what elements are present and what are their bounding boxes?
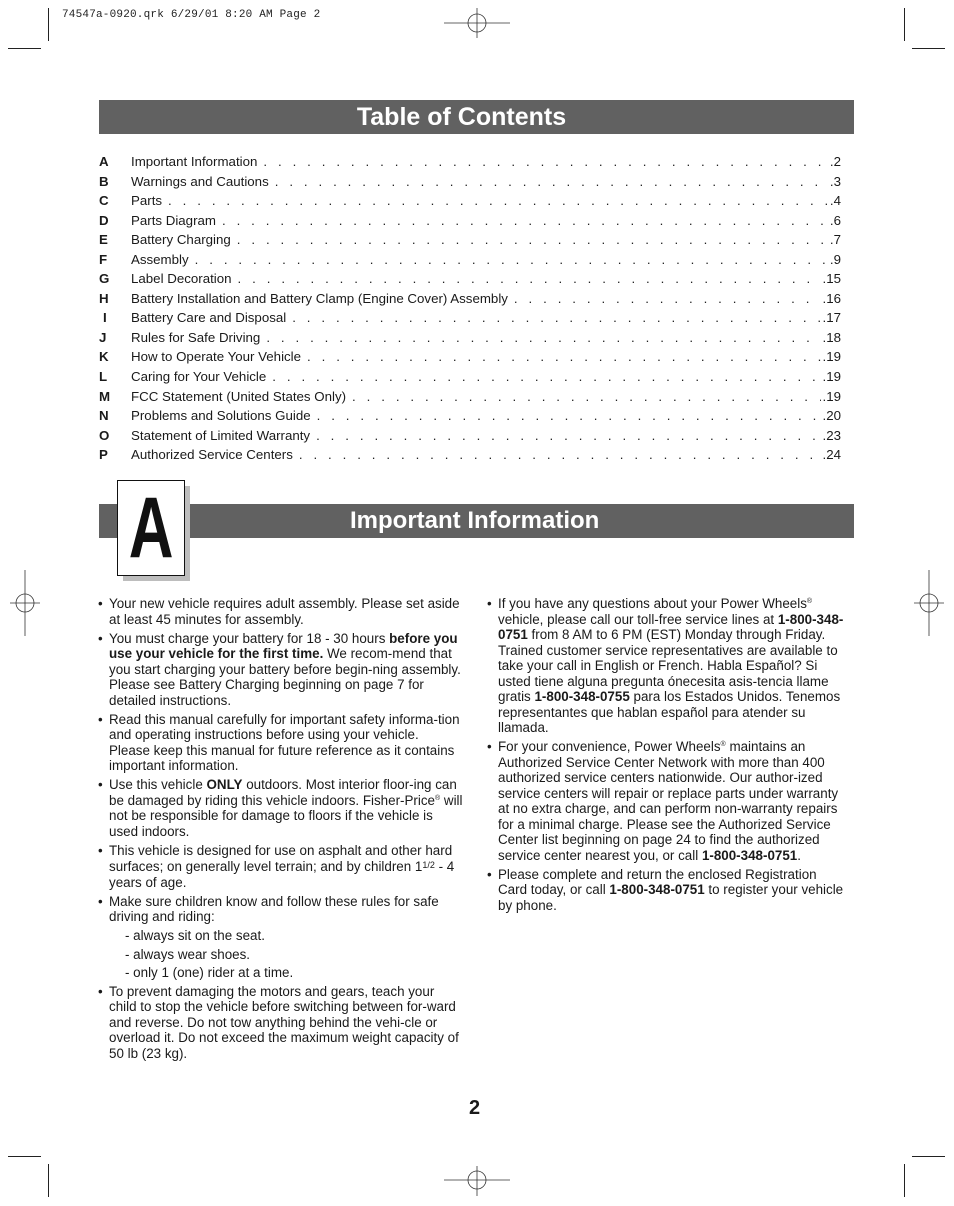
toc-letter: E: [99, 232, 108, 248]
toc-letter: F: [99, 251, 108, 267]
toc-entry-title: Statement of Limited Warranty: [131, 427, 311, 443]
toc-entry-title: Important Information: [131, 154, 258, 169]
crop-mark: [8, 1156, 41, 1157]
bullet-text: Use this vehicle: [109, 777, 207, 792]
toc-entry[interactable]: [99, 213, 841, 233]
toc-letter: G: [99, 271, 110, 287]
toc-page-number: .19: [822, 369, 841, 385]
toc-entry[interactable]: [99, 330, 841, 350]
crop-mark: [8, 48, 41, 49]
toc-letter: A: [99, 154, 109, 169]
toc-letter: C: [99, 193, 109, 209]
info-bullet: [98, 843, 463, 891]
toc-letter: K: [99, 349, 109, 365]
toc-entry[interactable]: [99, 389, 841, 409]
toc-entry[interactable]: [99, 193, 841, 213]
toc-entry-title: Warnings and Cautions: [131, 173, 269, 189]
toc-entry[interactable]: [99, 232, 841, 252]
toc-entry-title: Battery Care and Disposal: [131, 310, 287, 326]
bullet-text: will not be responsible for damage to floors if the vehicle is used indoors.: [109, 792, 463, 839]
toc-page-number: .9: [829, 251, 841, 267]
crop-mark: [912, 48, 945, 49]
bullet-text: This vehicle is designed for use on asphalt and other hard surfaces; on generally level terrain; and by children 1: [109, 842, 453, 874]
toc-entry-title: Problems and Solutions Guide: [131, 408, 311, 424]
bullet-text: For your convenience, Power Wheels: [498, 739, 721, 754]
registered-mark: ®: [806, 598, 813, 605]
phone-number[interactable]: 1-800-348-0755: [534, 689, 630, 704]
toc-leader-dots: [195, 252, 828, 267]
section-letter-box: [117, 480, 185, 576]
phone-number[interactable]: 1-800-348-0751: [701, 847, 798, 863]
toc-page-number: .16: [822, 290, 841, 306]
toc-letter: H: [99, 290, 109, 306]
toc-page-number: .23: [822, 427, 841, 443]
toc-entry[interactable]: [99, 291, 841, 311]
toc-list: [99, 154, 841, 467]
toc-leader-dots: [168, 193, 828, 208]
toc-letter: P: [99, 447, 108, 463]
registration-mark-right: [914, 570, 944, 636]
toc-entry-title: Parts Diagram: [131, 212, 216, 228]
toc-entry-title: Label Decoration: [131, 271, 232, 287]
info-bullet: [98, 777, 463, 839]
toc-letter: I: [103, 310, 107, 326]
toc-letter: O: [99, 427, 110, 443]
toc-leader-dots: [272, 369, 820, 384]
phone-number[interactable]: 1-800-348-0751: [609, 882, 705, 897]
toc-entry-title: Battery Installation and Battery Clamp (Engine Cover) Assembly: [131, 290, 508, 306]
section-header: [99, 504, 854, 538]
crop-mark: [904, 8, 905, 41]
toc-letter: M: [99, 388, 111, 404]
info-bullet: [98, 984, 463, 1062]
toc-leader-dots: [292, 310, 820, 325]
registered-mark: ®: [435, 794, 441, 802]
toc-page-number: .19: [822, 388, 841, 404]
toc-entry[interactable]: [99, 447, 841, 467]
toc-title: Table of Contents: [356, 103, 567, 131]
info-bullet: [487, 867, 847, 914]
registration-mark-bottom: [444, 1166, 510, 1196]
toc-page-number: .20: [822, 408, 841, 424]
rule-item: - always wear shoes.: [125, 946, 251, 962]
toc-entry[interactable]: [99, 310, 841, 330]
toc-leader-dots: [275, 174, 828, 189]
info-bullet: [98, 712, 463, 774]
bullet-text: outdoors. Most interior floor-ing can be damaged by riding this vehicle indoors. Fisher-Price: [109, 777, 457, 808]
toc-letter: L: [99, 369, 108, 385]
toc-page-number: .3: [829, 173, 841, 189]
toc-page-number: .24: [822, 447, 841, 463]
rule-item: - only 1 (one) rider at a time.: [125, 965, 294, 980]
toc-entry-title: Authorized Service Centers: [131, 447, 293, 463]
fraction: 1/2: [422, 860, 435, 870]
right-column: [487, 596, 847, 917]
bullet-text: from 8 AM to 6 PM (EST) Monday through Friday. Trained customer service representatives are available to take your call in English or French. Habla Español? Si usted tiene alguna pregunta ónecesita asis-tencia llame gratis: [498, 627, 838, 704]
registration-mark-left: [10, 570, 40, 636]
crop-mark: [48, 1164, 49, 1197]
toc-entry[interactable]: [99, 428, 841, 448]
toc-entry[interactable]: [99, 349, 841, 369]
toc-entry-title: Rules for Safe Driving: [131, 329, 261, 345]
toc-leader-dots: [237, 232, 828, 247]
bullet-emphasis: ONLY: [206, 777, 243, 792]
toc-entry-title: Assembly: [131, 251, 189, 267]
toc-leader-dots: [514, 291, 821, 306]
toc-entry-title: Caring for Your Vehicle: [131, 369, 267, 385]
toc-page-number: .6: [829, 212, 841, 228]
toc-leader-dots: [263, 154, 828, 169]
toc-page-number: .15: [822, 271, 841, 287]
toc-entry[interactable]: [99, 271, 841, 291]
bullet-emphasis: before you use your vehicle for the first time.: [109, 630, 458, 661]
bullet-text: .: [797, 847, 801, 863]
bullet-text: We recom-mend that you start charging your battery before begin-ning assembly. Please see Battery Charging beginning on page 7 for detailed instructions.: [109, 646, 461, 708]
section-title: Important Information: [350, 507, 600, 534]
crop-mark: [904, 1164, 905, 1197]
toc-entry[interactable]: [99, 154, 841, 174]
toc-leader-dots: [352, 389, 820, 404]
toc-page-number: .17: [822, 310, 841, 326]
toc-entry[interactable]: [99, 252, 841, 272]
toc-letter: B: [99, 173, 109, 189]
toc-leader-dots: [317, 408, 821, 423]
toc-entry-title: How to Operate Your Vehicle: [131, 349, 302, 365]
toc-page-number: .4: [829, 193, 841, 209]
info-bullet: [98, 596, 463, 627]
bullet-text: Make sure children know and follow these rules for safe driving and riding:: [109, 893, 439, 924]
info-bullet: [487, 739, 847, 863]
info-bullet: [487, 596, 847, 736]
toc-letter: J: [99, 329, 107, 345]
toc-entry-title: Battery Charging: [131, 232, 231, 248]
bullet-text: If you have any questions about your Power Wheels: [498, 596, 807, 611]
bullet-text: to register your vehicle by phone.: [498, 882, 844, 913]
toc-leader-dots: [222, 213, 828, 228]
toc-leader-dots: [316, 428, 820, 443]
rule-item: - always sit on the seat.: [125, 928, 265, 943]
info-bullet: [98, 631, 463, 709]
bullet-text: - 4 years of age.: [109, 859, 455, 890]
bullet-text: You must charge your battery for 18 - 30 hours: [109, 630, 390, 646]
section-letter: A: [128, 480, 174, 576]
bullet-text: Read this manual carefully for important safety informa-tion and operating instructions before using your vehicle. Please keep this manual for future reference as it contains important information.: [109, 711, 460, 773]
toc-entry[interactable]: [99, 174, 841, 194]
toc-letter: D: [99, 212, 109, 228]
phone-number[interactable]: 1-800-348-0751: [498, 611, 844, 642]
registered-mark: ®: [720, 741, 726, 748]
bullet-text: para los Estados Unidos. Tenemos representantes que hablan español para atender su llamada.: [498, 689, 841, 735]
crop-mark: [912, 1156, 945, 1157]
registration-mark-top: [444, 8, 510, 38]
left-column: [98, 596, 463, 1065]
toc-page-number: .19: [822, 349, 841, 365]
crop-mark: [48, 8, 49, 41]
bullet-text: Please complete and return the enclosed Registration Card today, or call: [498, 866, 817, 897]
toc-letter: N: [99, 408, 109, 424]
toc-entry-title: FCC Statement (United States Only): [131, 388, 347, 404]
toc-leader-dots: [299, 447, 821, 462]
toc-leader-dots: [238, 271, 821, 286]
bullet-text: To prevent damaging the motors and gears, teach your child to stop the vehicle before switching between for-ward and reverse. Do not tow anything behind the vehi-cle or overload it. Do not exceed the maximum weight capacity of 50 lb (23 kg).: [109, 983, 459, 1061]
toc-header: [99, 100, 854, 134]
toc-page-number: .2: [829, 154, 841, 169]
bullet-text: vehicle, please call our toll-free service lines at: [498, 611, 778, 627]
bullet-text: Your new vehicle requires adult assembly. Please set aside at least 45 minutes for assembly.: [109, 596, 460, 627]
page-number: 2: [469, 1097, 481, 1119]
toc-page-number: .7: [829, 232, 841, 248]
toc-page-number: .18: [822, 329, 841, 345]
toc-entry[interactable]: [99, 369, 841, 389]
info-bullet: [98, 894, 463, 925]
print-slug: 74547a-0920.qrk 6/29/01 8:20 AM Page 2: [62, 9, 321, 21]
toc-entry[interactable]: [99, 408, 841, 428]
toc-leader-dots: [307, 349, 820, 364]
toc-entry-title: Parts: [131, 193, 163, 209]
bullet-text: maintains an Authorized Service Center Network with more than 400 authorized service centers nationwide. Our author-ized service centers will repair or replace parts under warranty at no extra charge, and can perform non-warranty repairs for a minimal charge. Please see the Authorized Service Center list beginning on page 24 to find the authorized service center nearest you, or call: [498, 739, 839, 863]
toc-leader-dots: [266, 330, 820, 345]
